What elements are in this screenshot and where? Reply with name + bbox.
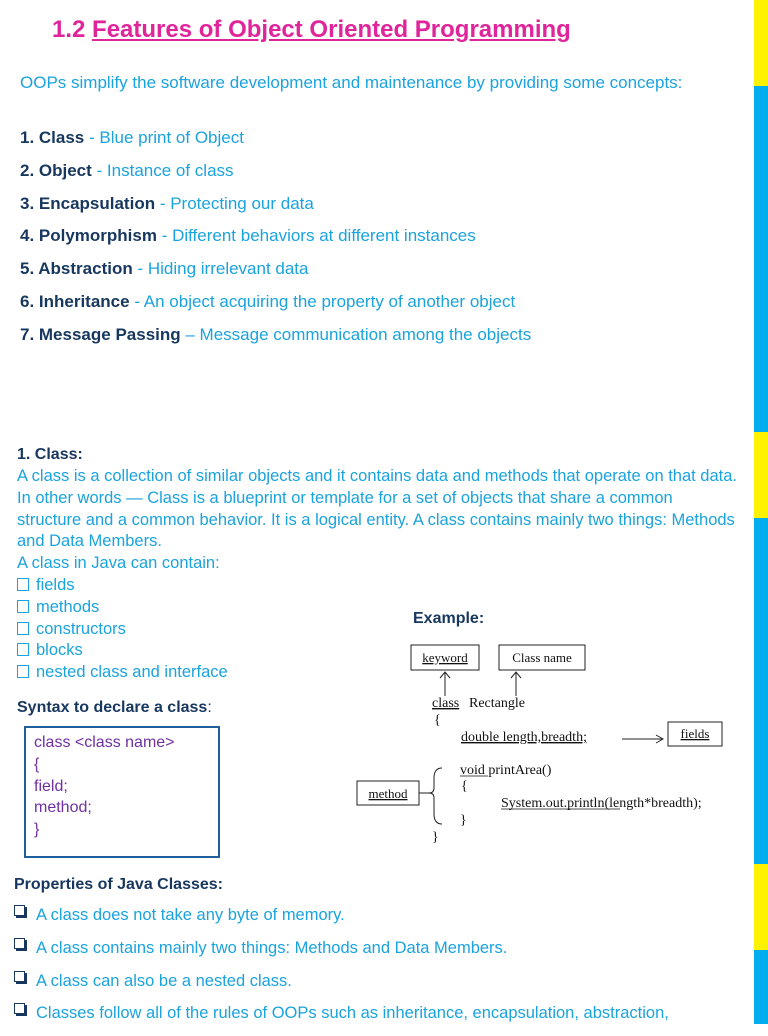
feature-item xyxy=(20,292,531,325)
property-item xyxy=(14,1003,669,1036)
feature-name: 5. Abstraction xyxy=(20,259,133,279)
feature-name: 7. Message Passing xyxy=(20,324,181,344)
syntax-line: method; xyxy=(34,799,92,817)
feature-item xyxy=(20,161,531,194)
class-keyword-text: class xyxy=(432,696,460,711)
syntax-label-text: Syntax to declare a class xyxy=(17,699,208,716)
class-open-brace: { xyxy=(434,713,441,728)
syntax-line: class <class name> xyxy=(34,734,175,751)
checkbox-bullet-icon xyxy=(14,1003,25,1014)
edge-color-stripe xyxy=(754,0,768,1024)
syntax-line: { xyxy=(34,755,40,773)
feature-name: 1. Class xyxy=(20,128,85,147)
feature-name: 6. Inheritance xyxy=(20,291,130,311)
method-body-text: System.out.println(length*breadth); xyxy=(501,796,702,811)
feature-item xyxy=(20,259,531,292)
syntax-line: } xyxy=(34,821,40,839)
checkbox-bullet-icon xyxy=(14,905,25,916)
syntax-line: field; xyxy=(34,777,68,795)
page-title xyxy=(52,16,571,44)
property-text: A class does not take any byte of memory. xyxy=(36,906,345,924)
method-box-text: method xyxy=(368,786,408,801)
method-signature-text: void printArea() xyxy=(460,763,552,778)
method-open-brace: { xyxy=(461,779,468,794)
member-label: methods xyxy=(36,597,100,616)
feature-name: 2. Object xyxy=(20,160,92,180)
member-label: fields xyxy=(36,575,75,594)
stripe-blue-3 xyxy=(754,950,768,1024)
feature-item xyxy=(20,226,531,259)
field-declaration-text: double length,breadth; xyxy=(461,730,587,745)
checkbox-bullet-icon xyxy=(14,938,25,949)
properties-list xyxy=(14,905,669,1036)
syntax-label xyxy=(17,699,212,717)
intro-text: OOPs simplify the software development and maintenance by providing some concepts: xyxy=(20,73,683,92)
stripe-yellow-2 xyxy=(754,432,768,518)
property-text: A class contains mainly two things: Methods and Data Members. xyxy=(36,938,508,957)
property-item xyxy=(14,938,669,971)
method-curly-brace-icon xyxy=(429,768,442,824)
class-name-text: Rectangle xyxy=(469,696,525,711)
example-label: Example: xyxy=(413,610,485,627)
syntax-label-colon: : xyxy=(207,699,212,716)
feature-list xyxy=(20,128,531,358)
member-item xyxy=(17,597,737,619)
feature-desc: - Instance of class xyxy=(91,160,234,180)
classname-box-text: Class name xyxy=(512,650,572,665)
property-text: Classes follow all of the rules of OOPs such as inheritance, encapsulation, abstraction, xyxy=(36,1004,669,1023)
empty-box-icon xyxy=(17,665,29,678)
feature-desc: - Hiding irrelevant data xyxy=(132,259,309,279)
stripe-yellow-3 xyxy=(754,864,768,950)
member-label: nested class and interface xyxy=(36,663,228,682)
feature-desc: - An object acquiring the property of another object xyxy=(129,291,516,311)
class-example-diagram xyxy=(350,638,750,853)
property-item xyxy=(14,971,669,1004)
feature-item xyxy=(20,194,531,227)
feature-desc: – Message communication among the objects xyxy=(180,324,532,344)
empty-box-icon xyxy=(17,600,29,613)
keyword-box-text: keyword xyxy=(422,650,468,665)
stripe-blue-2 xyxy=(754,518,768,864)
class-section-heading: 1. Class: xyxy=(17,446,83,463)
property-text: A class can also be a nested class. xyxy=(36,971,292,990)
checkbox-bullet-icon xyxy=(14,971,25,982)
empty-box-icon xyxy=(17,622,29,635)
class-definition-paragraph: A class is a collection of similar objects and it contains data and methods that operate on that data. In other words — Class is a blueprint or template for a set of objects that share a common structure and a common behavior. It is a logical entity. A class contains mainly two things: Methods and Data Members. xyxy=(17,467,738,551)
method-close-brace: } xyxy=(460,813,467,828)
member-label: blocks xyxy=(36,641,83,660)
title-text: Features of Object Oriented Programming xyxy=(92,16,571,43)
property-item xyxy=(14,905,669,938)
feature-desc: - Different behaviors at different instances xyxy=(156,226,476,246)
feature-desc: - Blue print of Object xyxy=(84,128,244,147)
title-number: 1.2 xyxy=(52,16,86,43)
feature-name: 4. Polymorphism xyxy=(20,226,157,246)
stripe-blue-1 xyxy=(754,86,768,432)
stripe-yellow-1 xyxy=(754,0,768,86)
feature-desc: - Protecting our data xyxy=(155,193,314,213)
empty-box-icon xyxy=(17,643,29,656)
member-item xyxy=(17,575,737,597)
syntax-code-box xyxy=(24,726,220,858)
java-can-contain-text: A class in Java can contain: xyxy=(17,554,220,573)
class-close-brace: } xyxy=(432,830,439,845)
properties-heading: Properties of Java Classes: xyxy=(14,876,223,893)
feature-name: 3. Encapsulation xyxy=(20,193,156,213)
fields-box-text: fields xyxy=(680,726,710,741)
feature-item xyxy=(20,325,531,358)
empty-box-icon xyxy=(17,578,29,591)
member-label: constructors xyxy=(36,619,126,638)
feature-item xyxy=(20,128,531,161)
